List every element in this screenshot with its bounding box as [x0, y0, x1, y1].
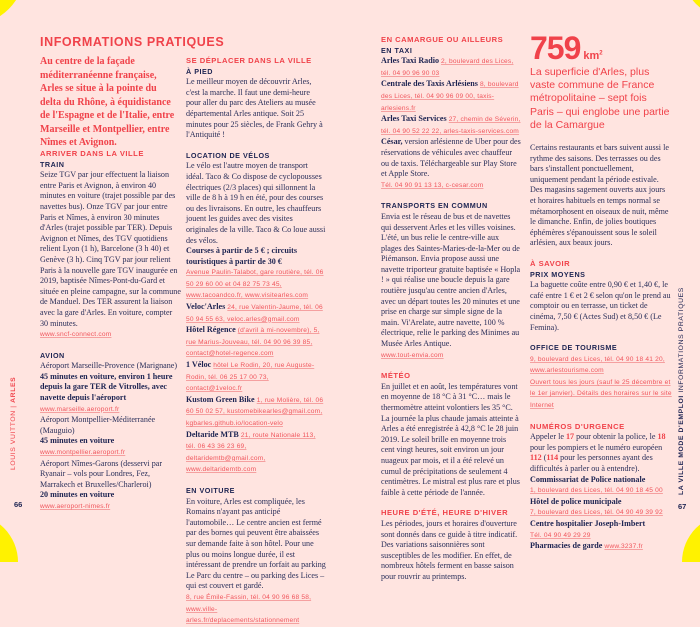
running-head-right: LA VILLE MODE D'EMPLOI INFORMATIONS PRATIQUES — [678, 287, 685, 495]
pied-text: Le meilleur moyen de découvrir Arles, c'est la marche. Il faut une demi-heure pour aller du parc des Ateliers au musée départemental Arles antique. Soit 25 minutes pour 25 siècles, de Frank Gehry à l'Antiquité ! — [186, 77, 323, 140]
taxi-name: Arles Taxi Services — [381, 114, 447, 124]
column-deplacer — [186, 56, 326, 627]
running-head-left: LOUIS VUITTON | ARLES — [10, 376, 17, 470]
rental-name: Veloc'Arles — [186, 302, 226, 312]
subheading-avion: AVION — [40, 350, 65, 360]
taxi-info[interactable]: 2, boulevard des Lices, tél. 04 90 96 90 03 — [381, 58, 514, 77]
subheading-office: OFFICE DE TOURISME — [530, 343, 618, 353]
place-name: Hôtel de police municipale — [530, 496, 622, 506]
rental-name: Deltaride MTB — [186, 429, 239, 439]
office-hours[interactable]: Ouvert tous les jours (sauf le 25 décembre et le 1er janvier). Détails des horaires sur le site Internet — [530, 378, 672, 410]
subheading-voiture: EN VOITURE — [186, 485, 235, 495]
heure-text: Les périodes, jours et horaires d'ouverture sont donnés dans ce guide à titre indicatif. Des variations saisonnières sont susceptibles de les modifier. En effet, de nombreux hôtels ferment en basse saison pour rouvrir au printemps. — [381, 518, 518, 581]
rental-info[interactable]: 24, rue Valentin-Jaume, tél. 06 50 94 55 63, veloc.arles@gmail.com — [186, 304, 323, 323]
cesar-name: César, — [381, 137, 403, 147]
airport-detail: 20 minutes en voiture — [40, 490, 115, 500]
rental-info[interactable]: (d'avril à mi-novembre), 5, rue Marius-Jouveau, tél. 04 90 96 39 85, contact@hotel-regence.com — [186, 327, 320, 358]
place-info[interactable]: Tél. 04 90 49 29 29 — [530, 531, 591, 539]
link-airport[interactable]: www.montpellier.aeroport.fr — [40, 449, 126, 457]
section-heading-deplacer: SE DÉPLACER DANS LA VILLE — [186, 56, 312, 65]
link-stationnement[interactable]: 8, rue Émile-Fassin, tél. 04 90 96 68 58, www.ville-arles.fr/deplacements/stationnement — [186, 593, 312, 625]
link-airport[interactable]: www.marseille.aeroport.fr — [40, 405, 120, 413]
prix-text: La baguette coûte entre 0,90 € et 1,40 €, le café entre 1 € et 2 € selon qu'on le prend au comptoir ou en terrasse, un ticket de cinéma, 7,50 € (Actes Sud) et 8,50 € (Le Femina). — [530, 280, 671, 332]
airport-name: Aéroport Marseille-Provence (Marignane) — [40, 361, 178, 371]
subheading-transports: TRANSPORTS EN COMMUN — [381, 201, 488, 211]
rental-info[interactable]: hôtel Le Rodin, 20, rue Auguste-Rodin, tél. 06 25 17 00 73, contact@1veloc.fr — [186, 362, 315, 393]
taxi-info[interactable]: 8, boulevard des Lices, tél. 04 90 96 09 00, taxis-arlesiens.fr — [381, 81, 519, 112]
subheading-velos: LOCATION DE VÉLOS — [186, 150, 270, 160]
lead-paragraph: Au centre de la façade méditerranéenne française, Arles se situe à la pointe du delta du Rhône, à équidistance de l'Espagne et de l'Italie, entre Marseille et Montpellier, entre Nîmes et Avignon. — [40, 56, 175, 148]
place-info[interactable]: 7, boulevard des Lices, tél. 04 90 49 39 92 — [530, 509, 663, 517]
velos-price: Courses à partir de 5 € ; circuits touristiques à partir de 30 € — [186, 246, 297, 266]
rental-name: 1 Véloc — [186, 360, 212, 370]
column-savoir — [530, 143, 672, 553]
velos-text: Le vélo est l'autre moyen de transport idéal. Taco & Co dispose de cyclopousses électriques (2/3 places) qui sillonnent la ville de 8 h à 19 h en été, pour des courses ou des livraisons. En outre, les chauffeurs jouent les guides avec des visites originales de la ville. Taco & Co loue aussi des vélos. — [186, 161, 326, 245]
rental-info[interactable]: 1, rue Molière, tél. 06 60 50 02 57, kustomebikearles@gmail.com, kgbarles.github.io/location-velo — [186, 396, 324, 427]
page-number-right: 67 — [678, 502, 687, 511]
stat-area: 759 $km^2$ — [530, 30, 603, 66]
link-pharmacie[interactable]: www.3237.fr — [604, 543, 643, 551]
section-heading-arriver: ARRIVER DANS LA VILLE — [40, 149, 144, 158]
place-info[interactable]: 1, boulevard des Lices, tél. 04 90 18 45 00 — [530, 487, 663, 495]
airport-name: Aéroport Montpellier-Méditerranée (Mauguio) — [40, 415, 156, 435]
subheading-train: TRAIN — [40, 159, 65, 169]
taxi-info[interactable]: 27, chemin de Séverin, tél. 04 90 52 22 22, arles-taxis-services.com — [381, 116, 521, 135]
link-tacoandco[interactable]: Avenue Paulin-Talabot, gare routière, tél. 06 50 29 60 00 et 04 82 75 73 45, www.tacoandco.fr, www.visitearles.com — [186, 269, 324, 300]
column-arriver — [40, 149, 182, 513]
link-envia[interactable]: www.tout-envia.com — [381, 351, 444, 359]
place-name: Centre hospitalier Joseph-Imbert — [530, 519, 646, 528]
rental-name: Kustom Green Bike — [186, 394, 255, 404]
train-text: Seize TGV par jour effectuent la liaison entre Paris et Avignon, à environ 40 minutes en voiture (trajet possible par des navettes bus). Onze TGV par jour entre Paris et Nîmes, à environ 30 minutes d'Arles (trajet possible par TER). Depuis Avignon et Nîmes, des TGV quotidiens relient Lyon (1 h), Barcelone (3 h 40) et Genève (3 h). Cinq TGV par jour relient Paris à la nouvelle gare TGV inaugurée en 2019, baptisée Nîmes-Pont-du-Gard et située en pleine campagne, sur la commune de Manduel. Des TER assurent la liaison avec la gare d'Arles. En voiture, compter 30 minutes. — [40, 170, 181, 328]
section-heading-heure: HEURE D'ÉTÉ, HEURE D'HIVER — [381, 508, 509, 518]
subheading-taxi: EN TAXI — [381, 45, 413, 55]
transports-text: Envia est le réseau de bus et de navettes qui desservent Arles et les villes voisines. L'été, un bus relie le centre-ville aux plages des Saintes-Maries-de-la-Mer ou de Piémanson. Envia propose aussi une navette triporteur gratuite baptisée « Hopla ! » qui réalise une boucle depuis la gare routière jusqu'au centre ancien d'Arles, avec un départ toutes les 20 minutes et une prise en charge sur simple signe de la main. Vi'Arelate, autre navette, 100 % électrique, relie le parking des Minimes au Musée Arles Antique. — [381, 211, 521, 349]
airport-detail: 45 minutes en voiture, environ 1 heure depuis la gare TER de Vitrolles, avec navette depuis l'aéroport — [40, 371, 173, 403]
link-cesar[interactable]: Tél. 04 90 91 13 13, c-cesar.com — [381, 181, 484, 189]
subheading-pied: À PIED — [186, 66, 213, 76]
column-camargue — [381, 35, 521, 583]
rental-info[interactable]: 21, route Nationale 113, tél. 06 43 36 23 69, deltaridemtb@gmail.com, www.deltaridemtb.com — [186, 431, 316, 474]
subheading-prix: PRIX MOYENS — [530, 269, 586, 279]
stat-number: 759 — [530, 30, 581, 66]
corner-decoration — [0, 0, 25, 25]
taxi-name: Centrale des Taxis Arlésiens — [381, 79, 478, 89]
rental-name: Hôtel Régence — [186, 325, 236, 335]
page-number-left: 66 — [14, 500, 23, 509]
pharmacie-name: Pharmacies de garde — [530, 541, 603, 551]
section-heading-urgence: NUMÉROS D'URGENCE — [530, 421, 625, 431]
place-name: Commissariat de Police nationale — [530, 474, 646, 484]
stat-caption: La superficie d'Arles, plus vaste commune de France métropolitaine – sept fois Paris – qui englobe une partie de la Camargue — [530, 66, 670, 131]
page-title: INFORMATIONS PRATIQUES — [40, 35, 225, 49]
airport-detail: 45 minutes en voiture — [40, 436, 115, 446]
section-heading-meteo: MÉTÉO — [381, 371, 411, 381]
section-heading-camargue: EN CAMARGUE OU AILLEURS — [381, 35, 504, 44]
stat-unit: km — [583, 50, 600, 62]
taxi-name: Arles Taxi Radio — [381, 56, 440, 66]
cesar-text: version arlésienne de Uber pour des réservations de véhicules avec chauffeur ou de taxis. Téléchargeable sur Play Store et Apple Store. — [381, 137, 521, 179]
corner-decoration — [0, 514, 18, 562]
saisons-text: Certains restaurants et bars suivent aussi le rythme des saisons. Des terrasses ou des bars s'installent ponctuellement, uniquement pendant la période estivale. Des magasins sagement ouverts aux jours et horaires habituels en temps normal se métamorphosent en oiseaux de nuit, même le dimanche. Enfin, de jolies boutiques éphémères s'épanouissent sous le soleil arlésien, aux beaux jours. — [530, 143, 669, 248]
corner-decoration — [682, 514, 700, 562]
urgence-text: Appeler le 17 pour obtenir la police, le 18 pour les pompiers et le numéro européen 112 (114 pour les personnes ayant des difficultés à parler ou à entendre). — [530, 432, 666, 474]
link-sncf[interactable]: www.sncf-connect.com — [40, 331, 112, 339]
link-office[interactable]: 9, boulevard des Lices, tél. 04 90 18 41 20, www.arlestourisme.com — [530, 355, 665, 375]
airport-name: Aéroport Nîmes-Garons (desservi par Ryanair – vols pour Londres, Fez, Marrakech et Bruxelles/Charleroi) — [40, 458, 163, 489]
link-airport[interactable]: www.aeroport-nimes.fr — [40, 503, 111, 510]
meteo-text: En juillet et en août, les températures vont en moyenne de 18 °C à 31 °C… mais le thermomètre atteint volontiers les 35 °C. La journée la plus chaude jamais atteinte à Arles a été enregistrée à 42,8 °C le 28 juin 2019. Le soleil brille en moyenne trois cent vingt heures, soit environ un jour nuageux par mois, et il a été relevé un cumul de précipitations de seulement 4 centimètres. Le mistral est plus rare et plus faible à cette période de l'année. — [381, 381, 520, 497]
section-heading-savoir: À SAVOIR — [530, 258, 571, 268]
voiture-text: En voiture, Arles est compliquée, les Romains n'ayant pas anticipé l'automobile… Le centre ancien est fermé par des bornes qui peuvent être abaissées sur demande faite à son hôtel. Pour une plus ou moins longue durée, il est intéressant de prendre un forfait au parking Le Parc du centre – ou parking des Lices – qui est couvert et gardé. — [186, 496, 326, 591]
corner-decoration — [682, 0, 700, 18]
